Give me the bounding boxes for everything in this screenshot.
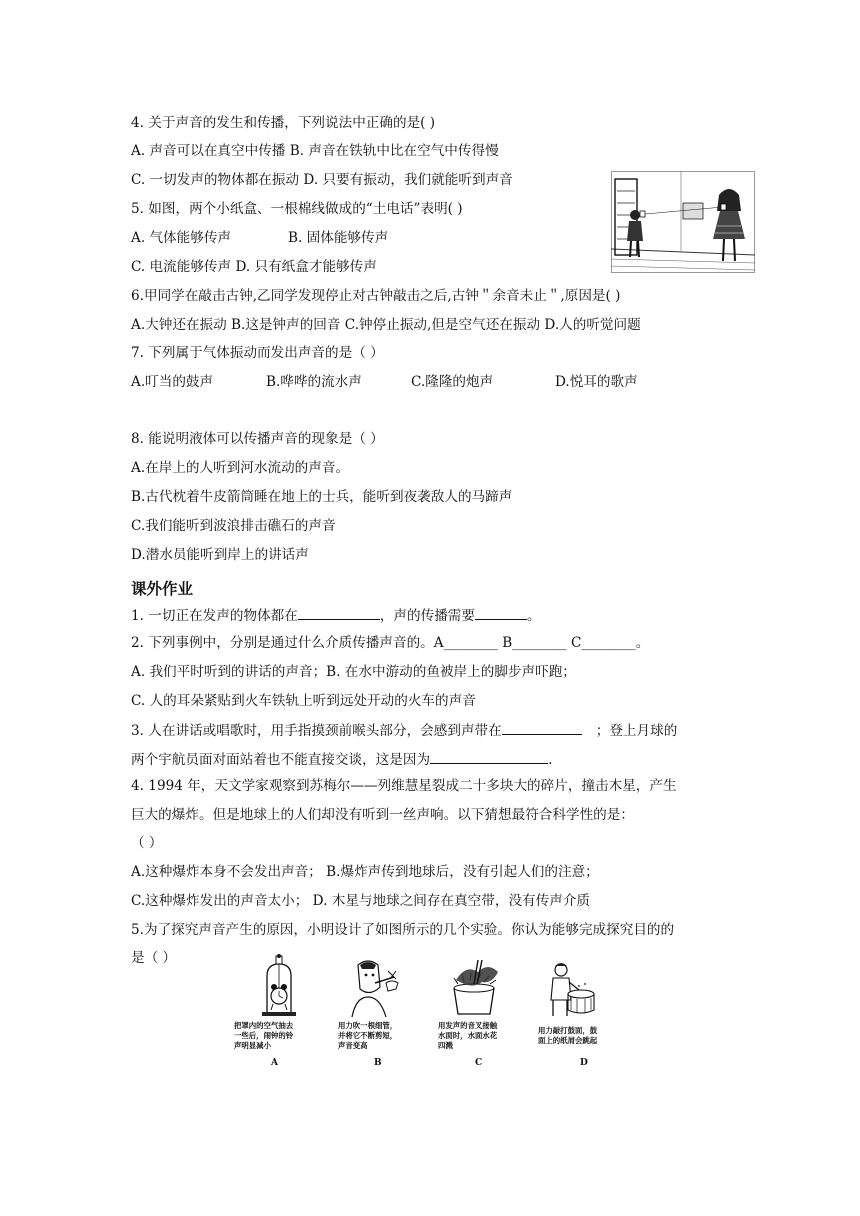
q5-stem: 5. 如图，两个小纸盒、一根棉线做成的“土电话”表明( ) — [131, 201, 463, 217]
hw5-line-1: 5.为了探究声音产生的原因，小明设计了如图所示的几个实验。你认为能够完成探究目的的 — [131, 922, 675, 938]
q6-stem: 6.甲同学在敲击古钟,乙同学发现停止对古钟敲击之后,古钟＂余音未止＂,原因是( ) — [131, 288, 621, 304]
experiment-b-letter: B — [374, 1058, 382, 1068]
hw3-text-d: . — [548, 752, 553, 768]
hw4-answer-paren: （ ） — [131, 835, 163, 851]
q8-stem: 8. 能说明液体可以传播声音的现象是（ ） — [131, 431, 384, 447]
experiment-a-caption: 把罩内的空气抽去 一些后，闹钟的铃 声明显减小 — [234, 1021, 294, 1050]
q7-stem: 7. 下列属于气体振动而发出声音的是（ ） — [131, 345, 384, 361]
q4-options-ab: A. 声音可以在真空中传播 B. 声音在铁轨中比在空气中传得慢 — [131, 143, 499, 159]
q8-option-d: D.潜水员能听到岸上的讲话声 — [131, 547, 309, 563]
experiment-c-letter: C — [475, 1058, 483, 1068]
hw5-line-2: 是（ ） — [131, 950, 177, 966]
hw2-option-c: C. 人的耳朵紧贴到火车铁轨上听到远处开动的火车的声音 — [131, 693, 476, 709]
experiment-d-caption: 用力敲打鼓面，鼓 面上的纸屑会跳起 — [538, 1026, 598, 1045]
q6-options: A.大钟还在振动 B.这是钟声的回音 C.钟停止振动,但是空气还在振动 D.人的听觉问题 — [131, 317, 641, 333]
hw3-text-a: 3. 人在讲话或唱歌时，用手指摸颈前喉头部分，会感到声带在 — [131, 723, 502, 739]
q5-option-a: A. 气体能够传声 — [131, 230, 232, 246]
hw3-text-b: ；登上月球的 — [595, 723, 678, 739]
q4-options-cd: C. 一切发声的物体都在振动 D. 只要有振动，我们就能听到声音 — [131, 172, 513, 188]
experiment-d-letter: D — [580, 1058, 588, 1068]
experiment-a-letter: A — [271, 1058, 278, 1068]
q5-option-b: B. 固体能够传声 — [288, 230, 389, 246]
homework-heading: 课外作业 — [131, 580, 194, 598]
q7-option-a: A.叮当的鼓声 — [131, 374, 214, 390]
hw4-options-cd: C.这种爆炸发出的声音太小； D. 木星与地球之间存在真空带，没有传声介质 — [131, 893, 591, 909]
string-telephone-illustration — [611, 171, 755, 273]
hw4-line-1: 4. 1994 年，天文学家观察到苏梅尔——列维慧星裂成二十多块大的碎片，撞击木星，产生 — [131, 778, 677, 794]
q5-options-cd: C. 电流能够传声 D. 只有纸盒才能够传声 — [131, 259, 377, 275]
experiment-d-drum-illustration — [545, 962, 595, 1018]
hw2-options-ab: A. 我们平时听到的讲话的声音；B. 在水中游动的鱼被岸上的脚步声吓跑； — [131, 664, 576, 680]
hw3-blank-1[interactable] — [502, 720, 582, 735]
q7-option-d: D.悦耳的歌声 — [555, 374, 638, 390]
hw3-text-c: 两个宇航员面对面站着也不能直接交谈，这是因为 — [131, 752, 431, 768]
hw2-stem: 2. 下列事例中，分别是通过什么介质传播声音的。A________ B________ C________。 — [131, 635, 650, 651]
experiment-c-caption: 用发声的音叉接触 水面时，水面水花 四溅 — [438, 1021, 498, 1050]
q8-option-a: A.在岸上的人听到河水流动的声音。 — [131, 460, 350, 476]
hw4-options-ab: A.这种爆炸本身不会发出声音； B.爆炸声传到地球后，没有引起人们的注意； — [131, 864, 599, 880]
experiment-b-caption: 用力吹一根细管， 并将它不断剪短， 声音变高 — [338, 1021, 398, 1050]
hw4-line-2: 巨大的爆炸。但是地球上的人们却没有听到一丝声响。以下猜想最符合科学性的是： — [131, 807, 634, 823]
q4-stem: 4. 关于声音的发生和传播，下列说法中正确的是( ) — [131, 115, 436, 131]
hw3-blank-2[interactable] — [430, 749, 548, 764]
q8-option-b: B.古代枕着牛皮箭筒睡在地上的士兵，能听到夜袭敌人的马蹄声 — [131, 489, 513, 505]
hw1-line — [131, 605, 541, 625]
experiment-b-straw-illustration — [346, 957, 402, 1017]
hw1-text-a: 1. 一切正在发声的物体都在 — [131, 608, 298, 624]
q7-option-b: B.哗哗的流水声 — [266, 374, 362, 390]
hw1-blank-2[interactable] — [475, 605, 527, 620]
hw3-line-1 — [131, 720, 677, 740]
hw1-text-c: 。 — [526, 608, 541, 624]
hw1-blank-1[interactable] — [298, 605, 380, 620]
experiment-c-tuning-fork-illustration — [448, 960, 500, 1016]
q7-option-c: C.隆隆的炮声 — [411, 374, 494, 390]
hw3-line-2 — [131, 749, 552, 769]
hw1-text-b: ，声的传播需要 — [379, 608, 475, 624]
experiment-a-bell-jar-illustration — [256, 952, 302, 1018]
q8-option-c: C.我们能听到波浪排击礁石的声音 — [131, 518, 336, 534]
